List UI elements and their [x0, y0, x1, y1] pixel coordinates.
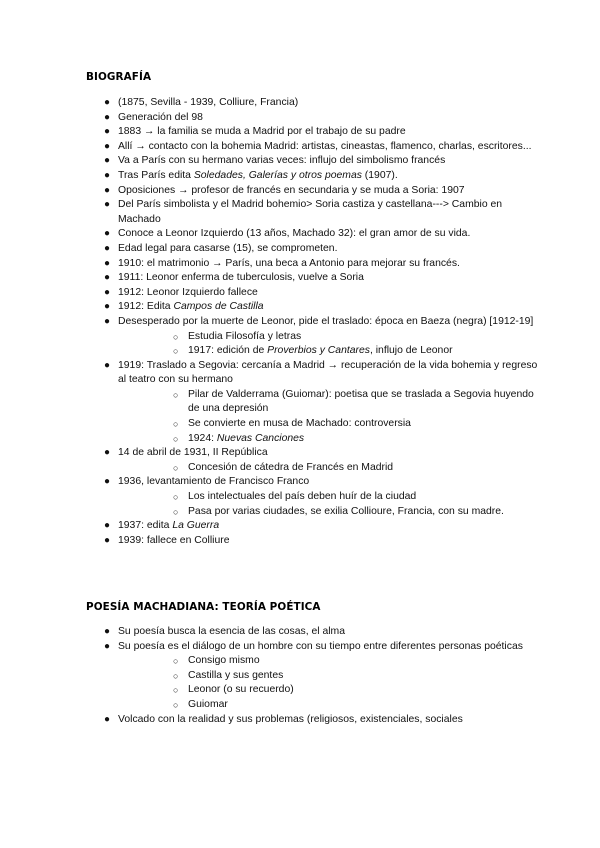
- circle-bullet-icon: ○: [173, 699, 179, 710]
- biografia-list: [86, 96, 542, 548]
- circle-bullet-icon: ○: [173, 685, 179, 696]
- list-item: ● 1919: Traslado a Segovia: cercanía a Madrid → recuperación de la vida bohemia y regreso al teatro con su hermano ○ Pilar de Valderrama (Guiomar): poetisa que se traslada a Segovia huyendo de una depresión ○ Se convierte en musa de Machado: controversia ○ 1924: Nuevas Canciones: [86, 359, 542, 447]
- sub-list: [118, 388, 542, 446]
- bullet-icon: ●: [104, 242, 111, 254]
- circle-bullet-icon: ○: [173, 462, 179, 473]
- bullet-icon: ●: [104, 199, 111, 211]
- book-title: Nuevas Canciones: [216, 432, 305, 444]
- sub-list: [118, 330, 542, 359]
- bullet-icon: ●: [104, 476, 111, 488]
- list-item: ● 1939: fallece en Colliure: [86, 534, 542, 549]
- circle-bullet-icon: ○: [173, 492, 179, 503]
- section-heading-poesia-machadiana: POESÍA MACHADIANA: TEORÍA POÉTICA: [86, 601, 321, 613]
- bullet-icon: ●: [104, 626, 111, 637]
- sub-list-item: ○ Estudia Filosofía y letras: [118, 330, 542, 345]
- sub-list-item: ○ Leonor (o su recuerdo): [118, 683, 542, 698]
- list-item: ● 1912: Edita Campos de Castilla: [86, 300, 542, 315]
- sub-list-item: ○ Pilar de Valderrama (Guiomar): poetisa que se traslada a Segovia huyendo de una depresión: [173, 388, 534, 415]
- list-item: ● Su poesía es el diálogo de un hombre con su tiempo entre diferentes personas poéticas ○ Consigo mismo ○ Castilla y sus gentes ○ Leonor (o su recuerdo) ○ Guiomar: [86, 640, 542, 713]
- list-item: ● 1912: Leonor Izquierdo fallece: [86, 286, 542, 301]
- bullet-icon: ●: [104, 315, 111, 327]
- bullet-icon: ●: [104, 169, 111, 181]
- list-item: ● Su poesía busca la esencia de las cosas, el alma: [86, 625, 542, 640]
- sub-list-item: ○ Consigo mismo: [118, 654, 542, 669]
- list-item: ● Del París simbolista y el Madrid bohemio> Soria castiza y castellana---> Cambio en Machado: [104, 199, 503, 225]
- list-item: ● Desesperado por la muerte de Leonor, pide el traslado: época en Baeza (negra) [1912-19] ○ Estudia Filosofía y letras ○ 1917: edición de Proverbios y Cantares, influjo de Leonor: [86, 315, 542, 359]
- list-item: ● 1910: el matrimonio → París, una beca a Antonio para mejorar su francés.: [86, 257, 542, 272]
- bullet-icon: ●: [104, 155, 111, 167]
- sub-list-item: ○ 1924: Nuevas Canciones: [118, 432, 542, 447]
- sub-list-item: ○ Se convierte en musa de Machado: controversia: [118, 417, 542, 432]
- bullet-icon: ●: [104, 126, 111, 138]
- circle-bullet-icon: ○: [173, 419, 179, 430]
- sub-list: [118, 654, 542, 712]
- sub-list-item: ○ Pasa por varias ciudades, se exilia Collioure, Francia, con su madre.: [118, 505, 542, 520]
- circle-bullet-icon: ○: [173, 506, 179, 517]
- list-item: ● Oposiciones → profesor de francés en secundaria y se muda a Soria: 1907: [86, 184, 542, 199]
- sub-list-item: ○ Concesión de cátedra de Francés en Madrid: [118, 461, 542, 476]
- sub-list-item: ○ Guiomar: [118, 698, 542, 713]
- bullet-icon: ●: [104, 640, 111, 652]
- bullet-icon: ●: [104, 713, 111, 725]
- circle-bullet-icon: ○: [173, 670, 179, 681]
- bullet-icon: ●: [104, 359, 111, 371]
- bullet-icon: ●: [104, 520, 111, 532]
- bullet-icon: ●: [104, 111, 111, 123]
- sub-list: [118, 461, 542, 476]
- circle-bullet-icon: ○: [173, 346, 179, 357]
- circle-bullet-icon: ○: [173, 656, 179, 667]
- list-item: ● 1883 → la familia se muda a Madrid por el trabajo de su padre: [86, 125, 542, 140]
- sub-list: [118, 490, 542, 519]
- bullet-icon: ●: [104, 228, 111, 240]
- list-item: ● 1911: Leonor enferma de tuberculosis, vuelve a Soria: [86, 271, 542, 286]
- bullet-icon: ●: [104, 184, 111, 196]
- list-item: ● Volcado con la realidad y sus problemas (religiosos, existenciales, sociales: [86, 713, 542, 728]
- list-item: ● Edad legal para casarse (15), se comprometen.: [86, 242, 542, 257]
- list-item: ● Conoce a Leonor Izquierdo (13 años, Machado 32): el gran amor de su vida.: [86, 227, 542, 242]
- bullet-icon: ●: [104, 534, 111, 546]
- circle-bullet-icon: ○: [173, 331, 179, 342]
- bullet-icon: ●: [104, 257, 111, 269]
- list-item: ● Allí → contacto con la bohemia Madrid: artistas, cineastas, flamenco, charlas, escritores...: [86, 140, 542, 155]
- poesia-list: [86, 625, 542, 727]
- circle-bullet-icon: ○: [173, 389, 179, 400]
- bullet-icon: ●: [104, 301, 111, 313]
- list-item: ● Va a París con su hermano varias veces: influjo del simbolismo francés: [86, 154, 542, 169]
- sub-list-item: ○ Castilla y sus gentes: [118, 669, 542, 684]
- list-item: ● Generación del 98: [86, 111, 542, 126]
- list-item: ● 1937: edita La Guerra: [86, 519, 542, 534]
- book-title: Proverbios y Cantares: [267, 345, 370, 357]
- sub-list-item: ○ 1917: edición de Proverbios y Cantares, influjo de Leonor: [118, 344, 542, 359]
- bullet-icon: ●: [104, 272, 111, 284]
- list-item: ● Tras París edita Soledades, Galerías y otros poemas (1907).: [86, 169, 542, 184]
- bullet-icon: ●: [104, 286, 111, 298]
- list-item: ● 1936, levantamiento de Francisco Franco ○ Los intelectuales del país deben huír de la ciudad ○ Pasa por varias ciudades, se exilia Collioure, Francia, con su madre.: [86, 475, 542, 519]
- sub-list-item: ○ Los intelectuales del país deben huír de la ciudad: [118, 490, 542, 505]
- book-title: Soledades, Galerías y otros poemas: [193, 169, 362, 181]
- section-heading-biografia: BIOGRAFÍA: [86, 71, 152, 83]
- book-title: La Guerra: [172, 520, 220, 532]
- bullet-icon: ●: [104, 447, 111, 459]
- book-title: Campos de Castilla: [173, 301, 264, 313]
- bullet-icon: ●: [104, 140, 111, 152]
- circle-bullet-icon: ○: [173, 433, 179, 444]
- list-item: ● (1875, Sevilla - 1939, Colliure, Francia): [86, 96, 542, 111]
- bullet-icon: ●: [104, 97, 111, 108]
- list-item: ● 14 de abril de 1931, II República ○ Concesión de cátedra de Francés en Madrid: [86, 446, 542, 475]
